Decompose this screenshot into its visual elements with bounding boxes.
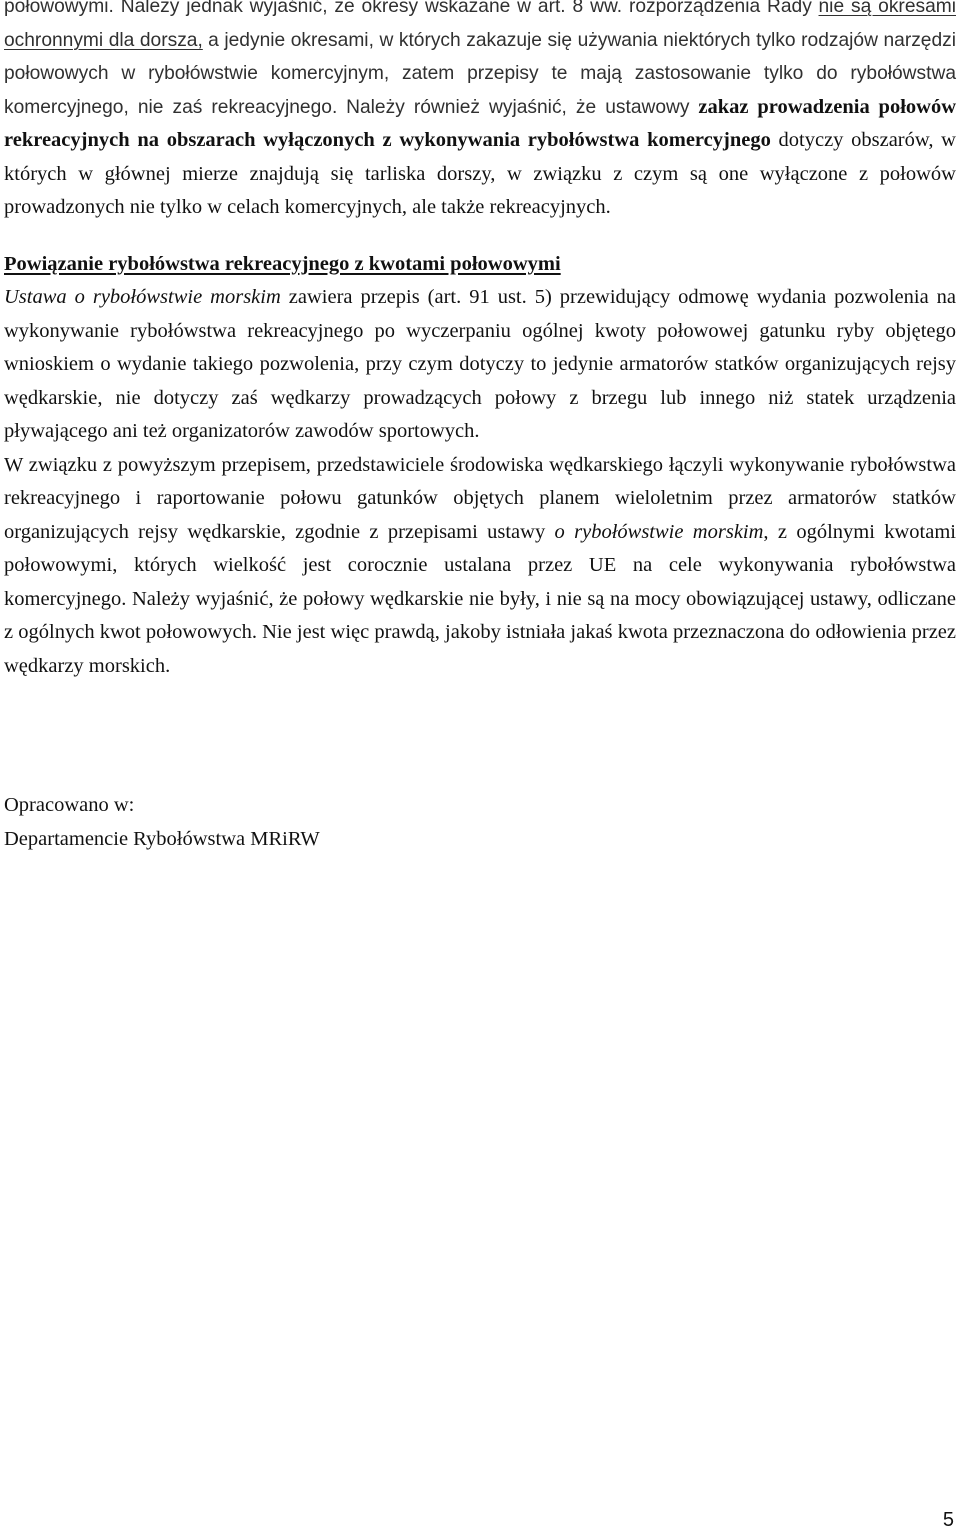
paragraph-sans-end: a jedynie okresami, w których zakazuje się używania niektórych tylko rodzajów narzędzi połowowych w rybołówstwie komercyjnym, zatem przepisy te mają zastosowanie tylko do rybołówstwa komercyjnego, nie zaś rekreacyjnego. <box>4 29 956 118</box>
paragraph-cod-periods <box>4 0 956 225</box>
prepared-by-label: Opracowano w: <box>4 794 135 816</box>
underlined-phrase: nie są okresami ochronnymi dla dorsza, <box>4 0 956 51</box>
act-title-italic: Ustawa o rybołówstwie morskim <box>4 286 281 308</box>
permit-refusal-text: zawiera przepis (art. 91 ust. 5) przewidujący odmowę wydania pozwolenia na wykonywanie rybołówstwa rekreacyjnego po wyczerpaniu ogólnej kwoty połowowej gatunku ryby objętego wnioskiem o wydanie takiego pozwolenia, przy czym dotyczy to jedynie armatorów statków organizujących rejsy wędkarskie, nie dotyczy zaś wędkarzy prowadzących połowy z brzegu lub innego niż statek urządzenia pływającego ani też organizatorów zawodów sportowych. <box>4 286 956 442</box>
section-heading: Powiązanie rybołówstwa rekreacyjnego z kwotami połowowymi <box>4 252 561 275</box>
prepared-by-department: Departamencie Rybołówstwa MRiRW <box>4 827 320 850</box>
paragraph-permit-refusal <box>4 281 956 449</box>
paragraph-quotas-clarification <box>4 449 956 684</box>
bold-ban-phrase: zakaz prowadzenia połowów rekreacyjnych na obszarach wyłączonych z wykonywania rybołówstwa komercyjnego <box>4 95 957 151</box>
quotas-text-start: W związku z powyższym przepisem, przedstawiciele środowiska wędkarskiego łączyli wykonywanie rybołówstwa rekreacyjnego i raportowanie połowu gatunków objętych planem wieloletnim przez armatorów statków organizujących rejsy wędkarskie, zgodnie z przepisami ustawy <box>4 453 956 543</box>
prepared-by-block <box>4 789 956 856</box>
quotas-text-end: , z ogólnymi kwotami połowowymi, których wielkość jest corocznie ustalana przez UE na cele wykonywania rybołówstwa komercyjnego. Należy wyjaśnić, że połowy wędkarskie nie były, i nie są na mocy obowiązującej ustawy, odliczane z ogólnych kwot połowowych. Nie jest więc prawdą, jakoby istniała jakaś kwota przeznaczona do odłowienia przez wędkarzy morskich. <box>4 520 956 677</box>
paragraph-sans-start: połowowymi. Należy jednak wyjaśnić, że okresy wskazane w art. 8 ww. rozporządzenia Rady <box>4 0 812 17</box>
paragraph-serif-end: dotyczy obszarów, w których w głównej mierze znajdują się tarliska dorszy, w związku z czym są one wyłączone z połowów prowadzonych nie tylko w celach komercyjnych, ale także rekreacyjnych. <box>4 129 956 218</box>
page-number: 5 <box>942 1509 954 1531</box>
document-content <box>4 0 956 856</box>
paragraph-serif-start: Należy również wyjaśnić, że ustawowy <box>346 96 690 118</box>
act-name-italic: o rybołówstwie morskim <box>554 520 764 543</box>
